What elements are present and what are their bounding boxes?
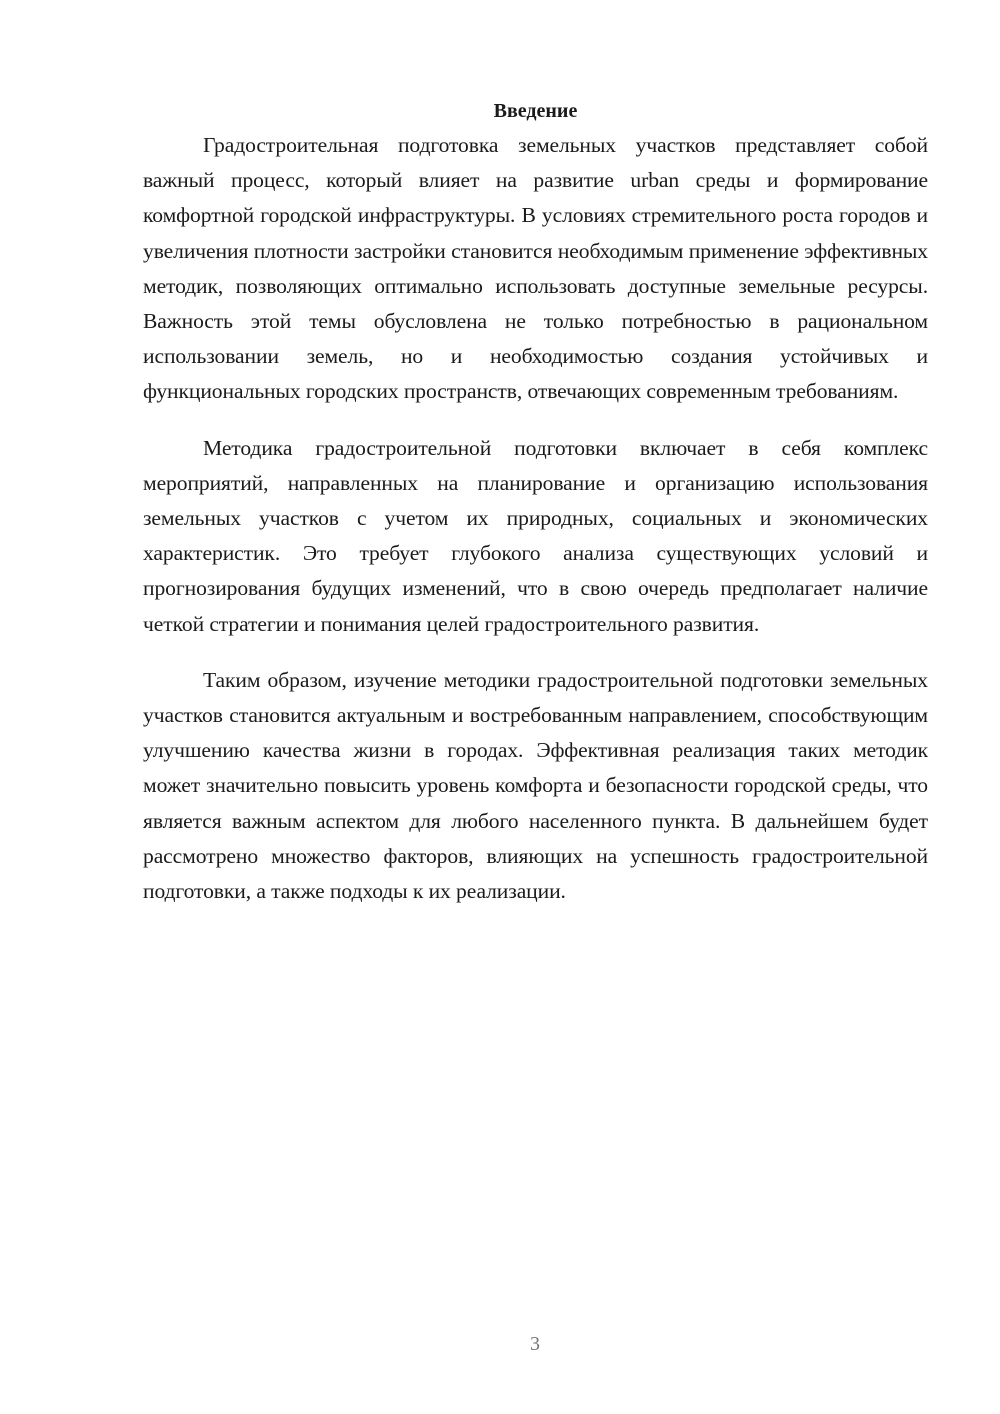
paragraph-3: Таким образом, изучение методики градостроительной подготовки земельных участков становится актуальным и востребованным направлением, способствующим улучшению качества жизни в городах. Эффективная реализация таких методик может значительно повысить уровень комфорта и безопасности городской среды, что является важным аспектом для любого населенного пункта. В дальнейшем будет рассмотрено множество факторов, влияющих на успешность градостроительной подготовки, а также подходы к их реализации. [143,667,928,904]
paragraph-2: Методика градостроительной подготовки включает в себя комплекс мероприятий, направленных на планирование и организацию использования земельных участков с учетом их природных, социальных и экономических характеристик. Это требует глубокого анализа существующих условий и прогнозирования будущих изменений, что в свою очередь предполагает наличие четкой стратегии и понимания целей градостроительного развития. [143,435,928,636]
paragraph-1: Градостроительная подготовка земельных участков представляет собой важный процесс, который влияет на развитие urban среды и формирование комфортной городской инфраструктуры. В условиях стремительного роста городов и увеличения плотности застройки становится необходимым применение эффективных методик, позволяющих оптимально использовать доступные земельные ресурсы. Важность этой темы обусловлена не только потребностью в рациональном использовании земель, но и необходимостью создания устойчивых и функциональных городских пространств, отвечающих современным требованиям. [143,133,928,404]
document-page [143,94,928,909]
section-heading: Введение [493,100,578,122]
page-number: 3 [530,1333,540,1355]
